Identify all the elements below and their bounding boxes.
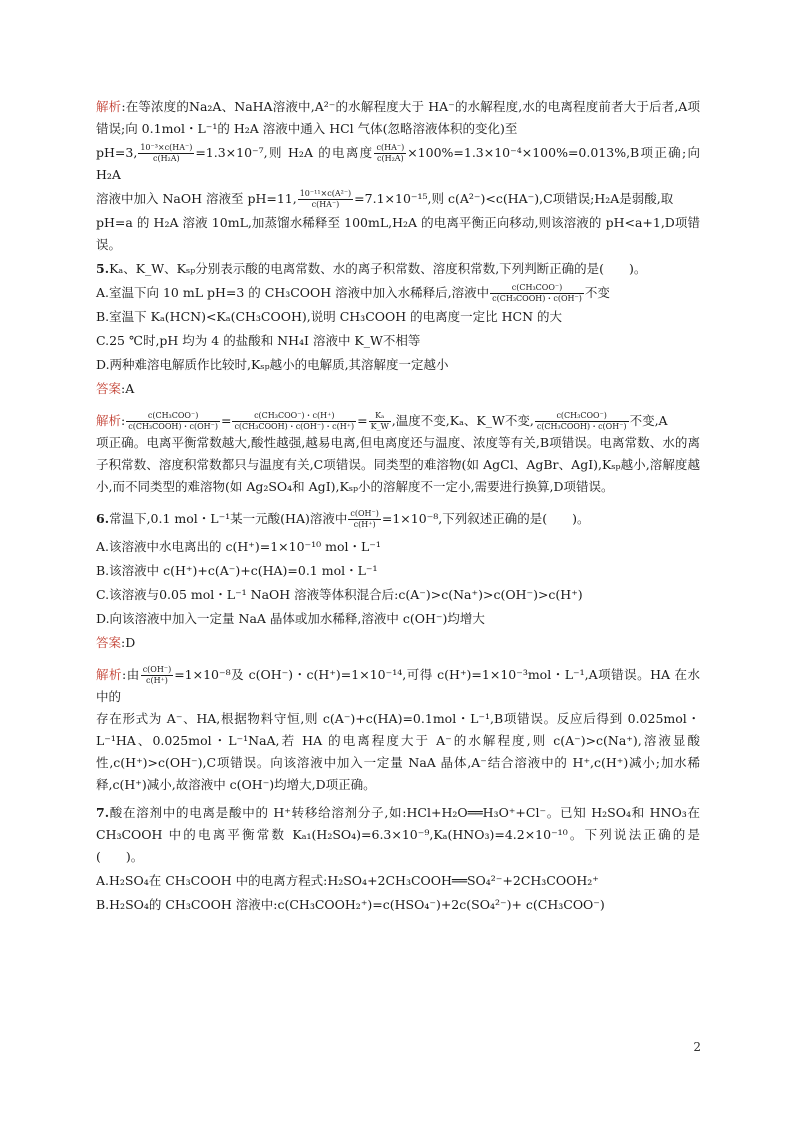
fraction: $\frac{\text{c(CH₃COO⁻)・c(H⁺)}}{\text{c(CH₃COOH)・c(OH⁻)・c(H⁺)}}$ [234, 411, 355, 431]
question-5-option-a: A.室温下向 10 mL pH=3 的 CH₃COOH 溶液中加入水稀释后,溶液中 $\frac{\text{c(CH₃COO⁻)}}{\text{c(CH₃COOH)・c(OH⁻)}}$ 不变 [96, 283, 610, 303]
fraction: $\frac{\text{Kₐ}}{K\_W}$ [370, 411, 389, 431]
question-6-option-a: A.该溶液中水电离出的 c(H⁺)=1×10⁻¹⁰ mol・L⁻¹ [96, 539, 381, 554]
page-number: 2 [693, 1040, 701, 1054]
question-5-stem: 5.Kₐ、K_W、Kₛₚ分别表示酸的电离常数、水的离子积常数、溶度积常数,下列判断正确的是( )。 [96, 261, 647, 276]
question-6-option-c: C.该溶液与0.05 mol・L⁻¹ NaOH 溶液等体积混合后:c(A⁻)>c(Na⁺)>c(OH⁻)>c(H⁺) [96, 587, 583, 602]
fraction: $\frac{\text{c(CH₃COO⁻)}}{\text{c(CH₃COOH)・c(OH⁻)}}$ [128, 411, 218, 431]
question-7-option-a: A.H₂SO₄在 CH₃COOH 中的电离方程式:H₂SO₄+2CH₃COOH══SO₄²⁻+2CH₃COOH₂⁺ [96, 873, 599, 888]
answer-label: 答案 [96, 635, 122, 650]
fraction: $\frac{c(OH^-)}{c(H^+)}$ [350, 509, 379, 529]
analysis-label: 解析 [96, 667, 122, 682]
analysis-paragraph-3: 溶液中加入 NaOH 溶液至 pH=11, $\frac{\text{10⁻¹¹×c(A²⁻)}}{c(HA^-)}$ =7.1×10⁻¹⁵,则 c(A²⁻)<c(HA⁻),C项错误;H₂A是弱酸,取 [96, 189, 674, 209]
question-5-option-c: C.25 ℃时,pH 均为 4 的盐酸和 NH₄I 溶液中 K_W不相等 [96, 333, 421, 348]
question-5-answer: 答案:A [96, 381, 135, 396]
question-6-analysis: 解析:由 $\frac{c(OH^-)}{c(H^+)}$ =1×10⁻⁸及 c(OH⁻)・c(H⁺)=1×10⁻¹⁴,可得 c(H⁺)=1×10⁻³mol・L⁻¹,A项错误。HA 在水中的 存在形式为 A⁻、HA,根据物料守恒,则 c(A⁻)+c(HA)=0.1mol・L⁻¹,B项错误。反应后得到 0.025mol・L⁻¹HA、0.025mol・L⁻¹NaA,若 HA 的电离程度大于 A⁻的水解程度,则 c(A⁻)>c(Na⁺),溶液显酸性,c(H⁺)>c(OH⁻),C项错误。向该溶液中加入一定量 NaA 晶体,A⁻结合溶液中的 H⁺,c(H⁺)减小;加水稀释,c(H⁺)减小,故溶液中 c(OH⁻)均增大,D项正确。 [96, 665, 700, 792]
analysis-paragraph-1: 解析:在等浓度的Na₂A、NaHA溶液中,A²⁻的水解程度大于 HA⁻的水解程度,水的电离程度前者大于后者,A项错误;向 0.1mol・L⁻¹的 H₂A 溶液中通入 HCl 气体(忽略溶液体积的变化)至 [96, 99, 700, 136]
fraction: $\frac{\text{c(CH₃COO⁻)}}{\text{c(CH₃COOH)・c(OH⁻)}}$ [536, 411, 627, 431]
analysis-label: 解析 [96, 99, 122, 114]
question-6-option-b: B.该溶液中 c(H⁺)+c(A⁻)+c(HA)=0.1 mol・L⁻¹ [96, 563, 378, 578]
question-6-option-d: D.向该溶液中加入一定量 NaA 晶体或加水稀释,溶液中 c(OH⁻)均增大 [96, 611, 485, 626]
question-5-option-d: D.两种难溶电解质作比较时,Kₛₚ越小的电解质,其溶解度一定越小 [96, 357, 449, 372]
fraction: $\frac{\text{c(CH₃COO⁻)}}{\text{c(CH₃COOH)・c(OH⁻)}}$ [492, 283, 582, 303]
answer-label: 答案 [96, 381, 122, 396]
question-5-analysis: 解析: $\frac{\text{c(CH₃COO⁻)}}{\text{c(CH₃COOH)・c(OH⁻)}}$ = $\frac{\text{c(CH₃COO⁻)・c(H⁺)}}{\text{c(CH₃COOH)・c(OH⁻)・c(H⁺)}}$ = $\frac{\text{Kₐ}}{K\_W}$ ,温度不变,Kₐ、K_W不变, $\frac{\text{c(CH₃COO⁻)}}{\text{c(CH₃COOH)・c(OH⁻)}}$ 不变,A 项正确。电离平衡常数越大,酸性越强,越易电离,但电离度还与温度、浓度等有关,B项错误。电离常数、水的离子积常数、溶度积常数都只与温度有关,C项错误。同类型的难溶物(如 AgCl、AgBr、AgI),Kₛₚ越小,溶解度越小,而不同类型的难溶物(如 Ag₂SO₄和 AgI),Kₛₚ小的溶解度不一定小,需要进行换算,D项错误。 [96, 411, 700, 494]
question-5-option-b: B.室温下 Kₐ(HCN)<Kₐ(CH₃COOH),说明 CH₃COOH 的电离度一定比 HCN 的大 [96, 309, 562, 324]
question-7-option-b: B.H₂SO₄的 CH₃COOH 溶液中:c(CH₃COOH₂⁺)=c(HSO₄⁻)+2c(SO₄²⁻)+ c(CH₃COO⁻) [96, 897, 605, 912]
fraction: $\frac{\text{10⁻³×c(HA⁻)}}{\text{c(H₂A)}}$ [140, 143, 193, 163]
question-7-stem: 7.酸在溶剂中的电离是酸中的 H⁺转移给溶剂分子,如:HCl+H₂O══H₃O⁺+Cl⁻。已知 H₂SO₄和 HNO₃在 CH₃COOH 中的电离平衡常数 Kₐ₁(H₂SO₄)=6.3×10⁻⁹,Kₐ(HNO₃)=4.2×10⁻¹⁰。下列说法正确的是 ( )。 [96, 805, 713, 864]
fraction: $\frac{c(HA^-)}{\text{c(H₂A)}}$ [376, 143, 405, 163]
fraction: $\frac{\text{10⁻¹¹×c(A²⁻)}}{c(HA^-)}$ [299, 189, 352, 209]
page-content [96, 96, 713, 918]
fraction: $\frac{c(OH^-)}{c(H^+)}$ [142, 665, 172, 685]
question-6-stem: 6.常温下,0.1 mol・L⁻¹某一元酸(HA)溶液中 $\frac{c(OH^-)}{c(H^+)}$ =1×10⁻⁸,下列叙述正确的是( )。 [96, 509, 590, 529]
question-6-answer: 答案:D [96, 635, 136, 650]
analysis-label: 解析 [96, 413, 122, 428]
analysis-paragraph-4: pH=a 的 H₂A 溶液 10mL,加蒸馏水稀释至 100mL,H₂A 的电离平衡正向移动,则该溶液的 pH<a+1,D项错误。 [96, 215, 700, 252]
analysis-paragraph-2: pH=3, $\frac{\text{10⁻³×c(HA⁻)}}{\text{c(H₂A)}}$ =1.3×10⁻⁷,则 H₂A 的电离度 $\frac{c(HA^-)}{\text{c(H₂A)}}$ ×100%=1.3×10⁻⁴×100%=0.013%,B项正确;向 H₂A [96, 143, 700, 182]
